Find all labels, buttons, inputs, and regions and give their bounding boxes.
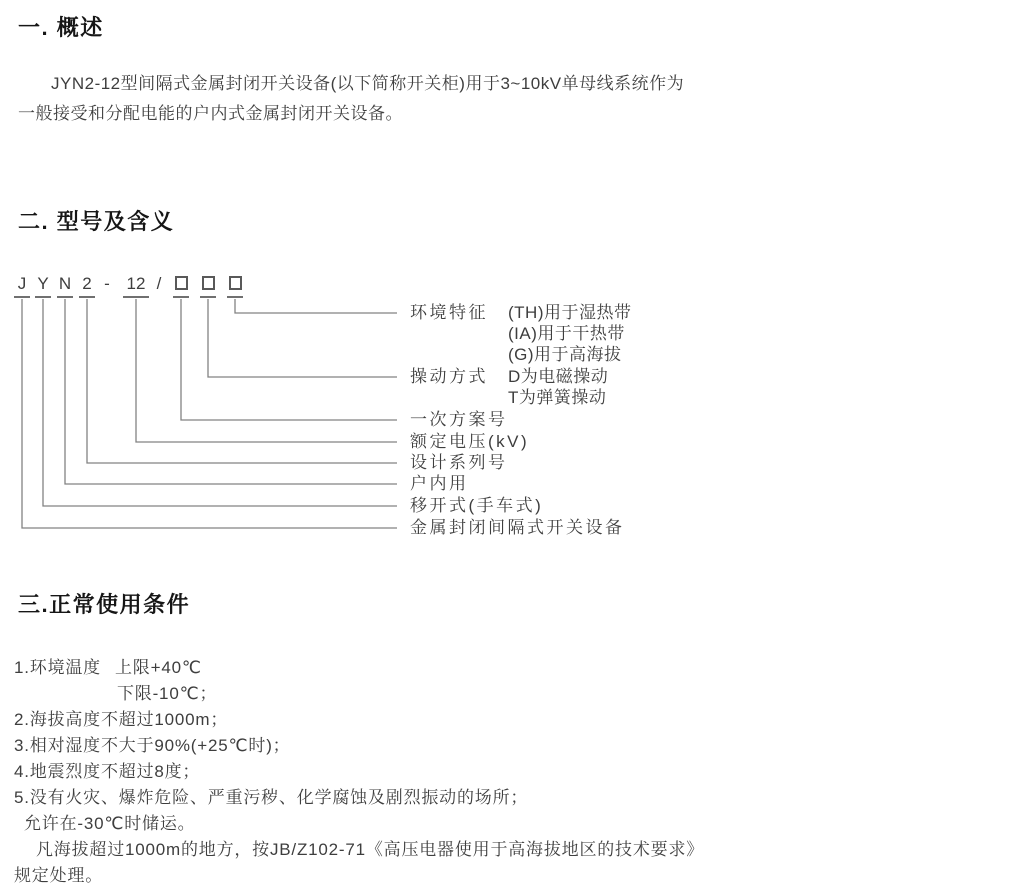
segment-underline <box>57 296 73 298</box>
model-code-segment: J <box>17 274 27 293</box>
section-1-heading: 一. 概述 <box>18 15 104 40</box>
segment-underline <box>173 296 189 298</box>
condition-text: 规定处理。 <box>14 866 103 885</box>
connector-line <box>208 299 397 377</box>
condition-line <box>14 837 1009 863</box>
diagram-description: (TH)用于湿热带 <box>508 303 632 322</box>
paragraph-line-2: 一般接受和分配电能的户内式金属封闭开关设备。 <box>18 104 403 123</box>
condition-line <box>14 681 1009 707</box>
diagram-label: 环境特征 <box>410 303 488 322</box>
connector-line <box>22 299 397 528</box>
diagram-label: 户内用 <box>410 474 469 493</box>
condition-line <box>14 707 1009 733</box>
segment-underline <box>227 296 243 298</box>
paragraph-line-1: JYN2-12型间隔式金属封闭开关设备(以下简称开关柜)用于3~10kV单母线系统作为 <box>51 74 685 93</box>
condition-text: 4.地震烈度不超过8度； <box>14 762 201 781</box>
condition-line <box>14 785 1009 811</box>
condition-text: 允许在-30℃时储运。 <box>24 814 196 833</box>
model-code-box <box>229 276 242 290</box>
connector-line <box>235 299 397 313</box>
diagram-description: T为弹簧操动 <box>508 388 607 407</box>
condition-line <box>14 759 1009 785</box>
model-code-segment: Y <box>37 274 49 293</box>
diagram-label: 操动方式 <box>410 367 488 386</box>
model-code-box <box>175 276 188 290</box>
condition-text: 5.没有火灾、爆炸危险、严重污秽、化学腐蚀及剧烈振动的场所； <box>14 788 529 807</box>
condition-text: 1.环境温度 <box>14 658 101 677</box>
model-code-segment: 12 <box>126 274 146 293</box>
diagram-description-group <box>508 302 631 365</box>
diagram-label: 额定电压(kV) <box>410 432 530 451</box>
model-designation-diagram <box>0 270 1015 550</box>
section-3-heading: 三.正常使用条件 <box>18 592 191 617</box>
segment-underline <box>79 296 95 298</box>
diagram-label: 一次方案号 <box>410 410 508 429</box>
connector-line <box>87 299 397 463</box>
condition-value: 下限-10℃； <box>117 684 218 703</box>
section-2-heading: 二. 型号及含义 <box>18 209 175 234</box>
diagram-description: (IA)用于干热带 <box>508 324 625 343</box>
model-code-segment: N <box>58 274 72 293</box>
model-code-box <box>202 276 215 290</box>
condition-text: 2.海拔高度不超过1000m； <box>14 710 229 729</box>
condition-line <box>14 655 1009 681</box>
condition-line <box>14 811 1009 837</box>
diagram-description-group <box>508 366 608 408</box>
model-code-segment: / <box>156 274 162 293</box>
diagram-label: 移开式(手车式) <box>410 496 544 515</box>
segment-underline <box>123 296 149 298</box>
connector-line <box>65 299 397 484</box>
section-1-paragraph <box>18 69 738 129</box>
condition-text: 3.相对湿度不大于90%(+25℃时)； <box>14 736 291 755</box>
connector-line <box>181 299 397 420</box>
diagram-label: 金属封闭间隔式开关设备 <box>410 518 625 537</box>
conditions-list <box>14 655 1009 887</box>
model-code-segment: - <box>104 274 110 293</box>
condition-line <box>14 863 1009 887</box>
segment-underline <box>35 296 51 298</box>
diagram-description: (G)用于高海拔 <box>508 345 622 364</box>
diagram-description: D为电磁操动 <box>508 367 609 386</box>
condition-value: 上限+40℃ <box>115 658 202 677</box>
diagram-label: 设计系列号 <box>410 453 508 472</box>
connector-line <box>43 299 397 506</box>
model-code-segment: 2 <box>82 274 92 293</box>
segment-underline <box>14 296 30 298</box>
segment-underline <box>200 296 216 298</box>
condition-line <box>14 733 1009 759</box>
condition-text: 凡海拔超过1000m的地方，按JB/Z102-71《高压电器使用于高海拔地区的技术要求》 <box>36 840 705 859</box>
